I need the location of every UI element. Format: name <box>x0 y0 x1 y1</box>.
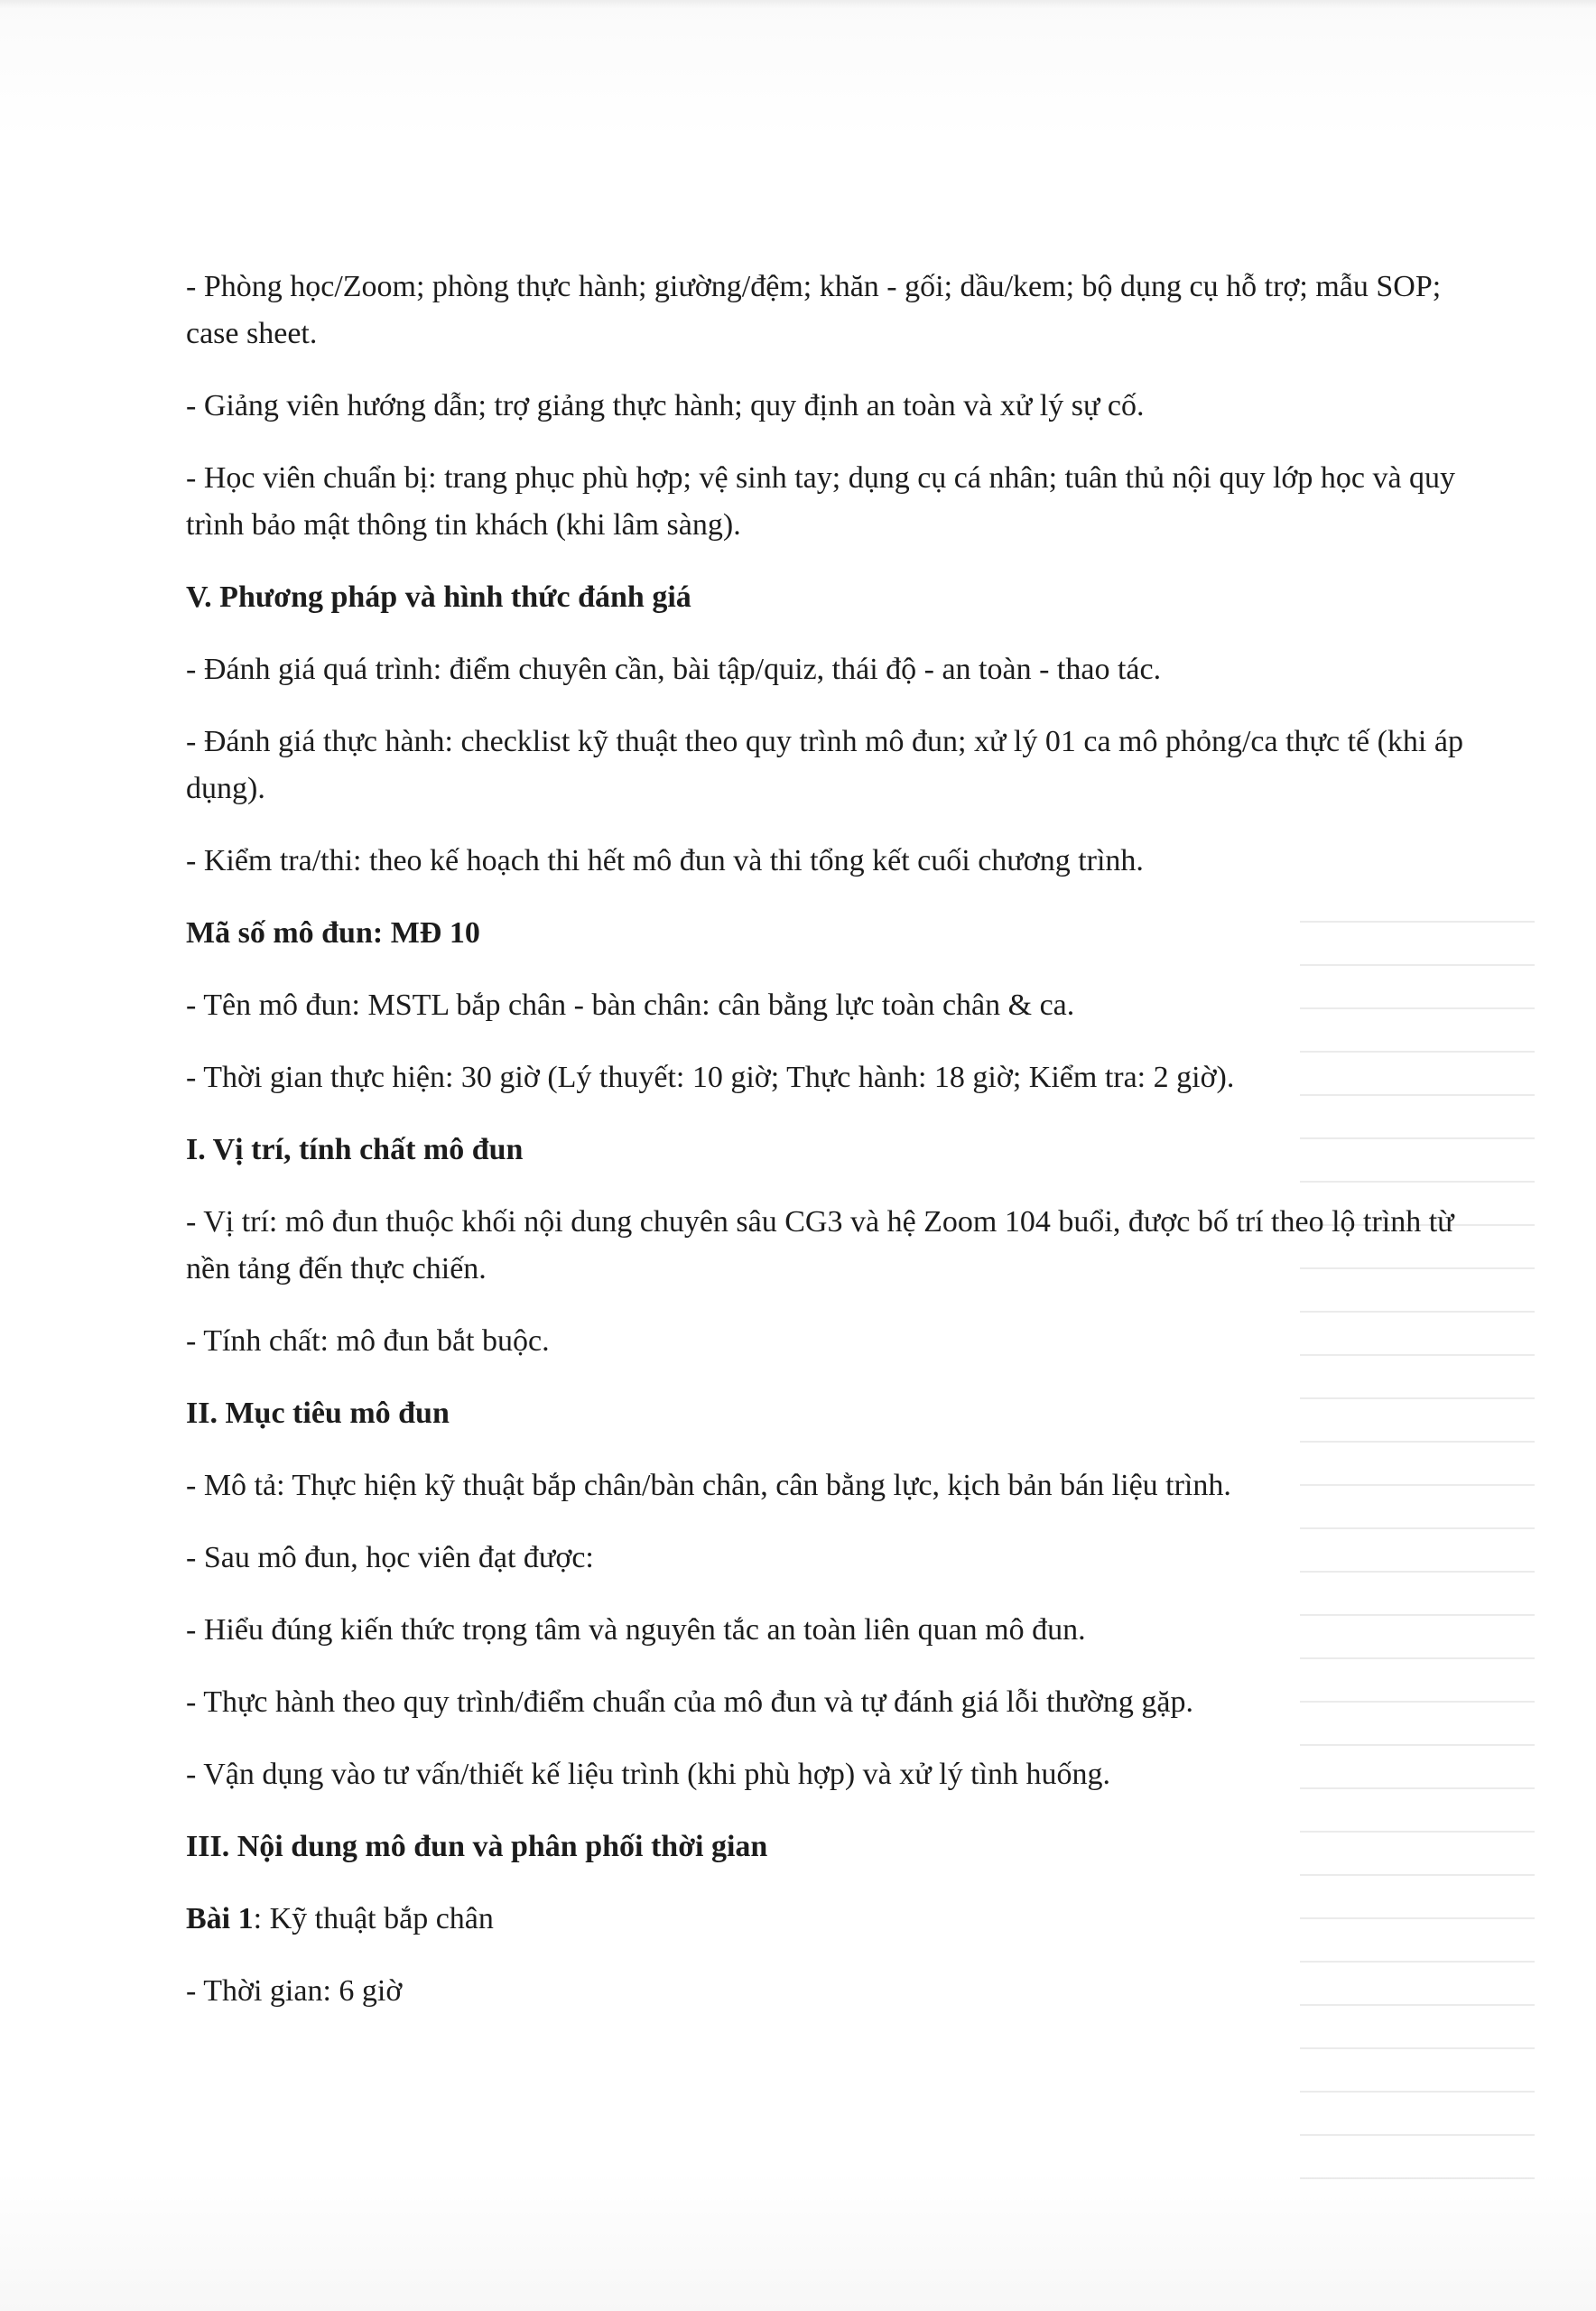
paragraph: - Đánh giá quá trình: điểm chuyên cần, bài tập/quiz, thái độ - an toàn - thao tác. <box>186 653 1162 686</box>
paragraph: - Thực hành theo quy trình/điểm chuẩn của mô đun và tự đánh giá lỗi thường gặp. <box>186 1685 1194 1719</box>
paragraph: - Thời gian thực hiện: 30 giờ (Lý thuyết: 10 giờ; Thực hành: 18 giờ; Kiểm tra: 2 giờ). <box>186 1061 1235 1094</box>
lesson-name: : Kỹ thuật bắp chân <box>253 1902 494 1935</box>
paragraph: - Sau mô đun, học viên đạt được: <box>186 1541 594 1574</box>
section-heading: V. Phương pháp và hình thức đánh giá <box>186 580 691 614</box>
paragraph: - Mô tả: Thực hiện kỹ thuật bắp chân/bàn chân, cân bằng lực, kịch bản bán liệu trình. <box>186 1469 1231 1502</box>
paragraph: - Vị trí: mô đun thuộc khối nội dung chuyên sâu CG3 và hệ Zoom 104 buổi, được bố trí theo lộ trình từ nền tảng đến thực chiến. <box>186 1205 1454 1285</box>
section-heading: I. Vị trí, tính chất mô đun <box>186 1133 524 1166</box>
document-body <box>186 264 1468 2040</box>
paragraph: - Vận dụng vào tư vấn/thiết kế liệu trình (khi phù hợp) và xử lý tình huống. <box>186 1758 1111 1791</box>
paragraph: - Tính chất: mô đun bắt buộc. <box>186 1324 550 1358</box>
section-heading: III. Nội dung mô đun và phân phối thời gian <box>186 1830 768 1863</box>
paragraph: - Phòng học/Zoom; phòng thực hành; giường/đệm; khăn - gối; dầu/kem; bộ dụng cụ hỗ trợ; mẫu SOP; case sheet. <box>186 270 1442 350</box>
module-code-heading: Mã số mô đun: MĐ 10 <box>186 916 480 950</box>
scan-edge <box>0 0 1596 9</box>
paragraph: - Kiểm tra/thi: theo kế hoạch thi hết mô đun và thi tổng kết cuối chương trình. <box>186 844 1144 877</box>
section-heading: II. Mục tiêu mô đun <box>186 1397 450 1430</box>
paragraph: - Hiểu đúng kiến thức trọng tâm và nguyên tắc an toàn liên quan mô đun. <box>186 1613 1086 1647</box>
lesson-label: Bài 1 <box>186 1902 254 1935</box>
paragraph: - Thời gian: 6 giờ <box>186 1974 403 2008</box>
lesson-title <box>186 1896 1468 1943</box>
paragraph: - Học viên chuẩn bị: trang phục phù hợp; vệ sinh tay; dụng cụ cá nhân; tuân thủ nội quy lớp học và quy trình bảo mật thông tin khách (khi lâm sàng). <box>186 461 1456 542</box>
paragraph: - Tên mô đun: MSTL bắp chân - bàn chân: cân bằng lực toàn chân & ca. <box>186 988 1075 1022</box>
paragraph: - Đánh giá thực hành: checklist kỹ thuật theo quy trình mô đun; xử lý 01 ca mô phỏng/ca thực tế (khi áp dụng). <box>186 725 1463 805</box>
paragraph: - Giảng viên hướng dẫn; trợ giảng thực hành; quy định an toàn và xử lý sự cố. <box>186 389 1145 422</box>
